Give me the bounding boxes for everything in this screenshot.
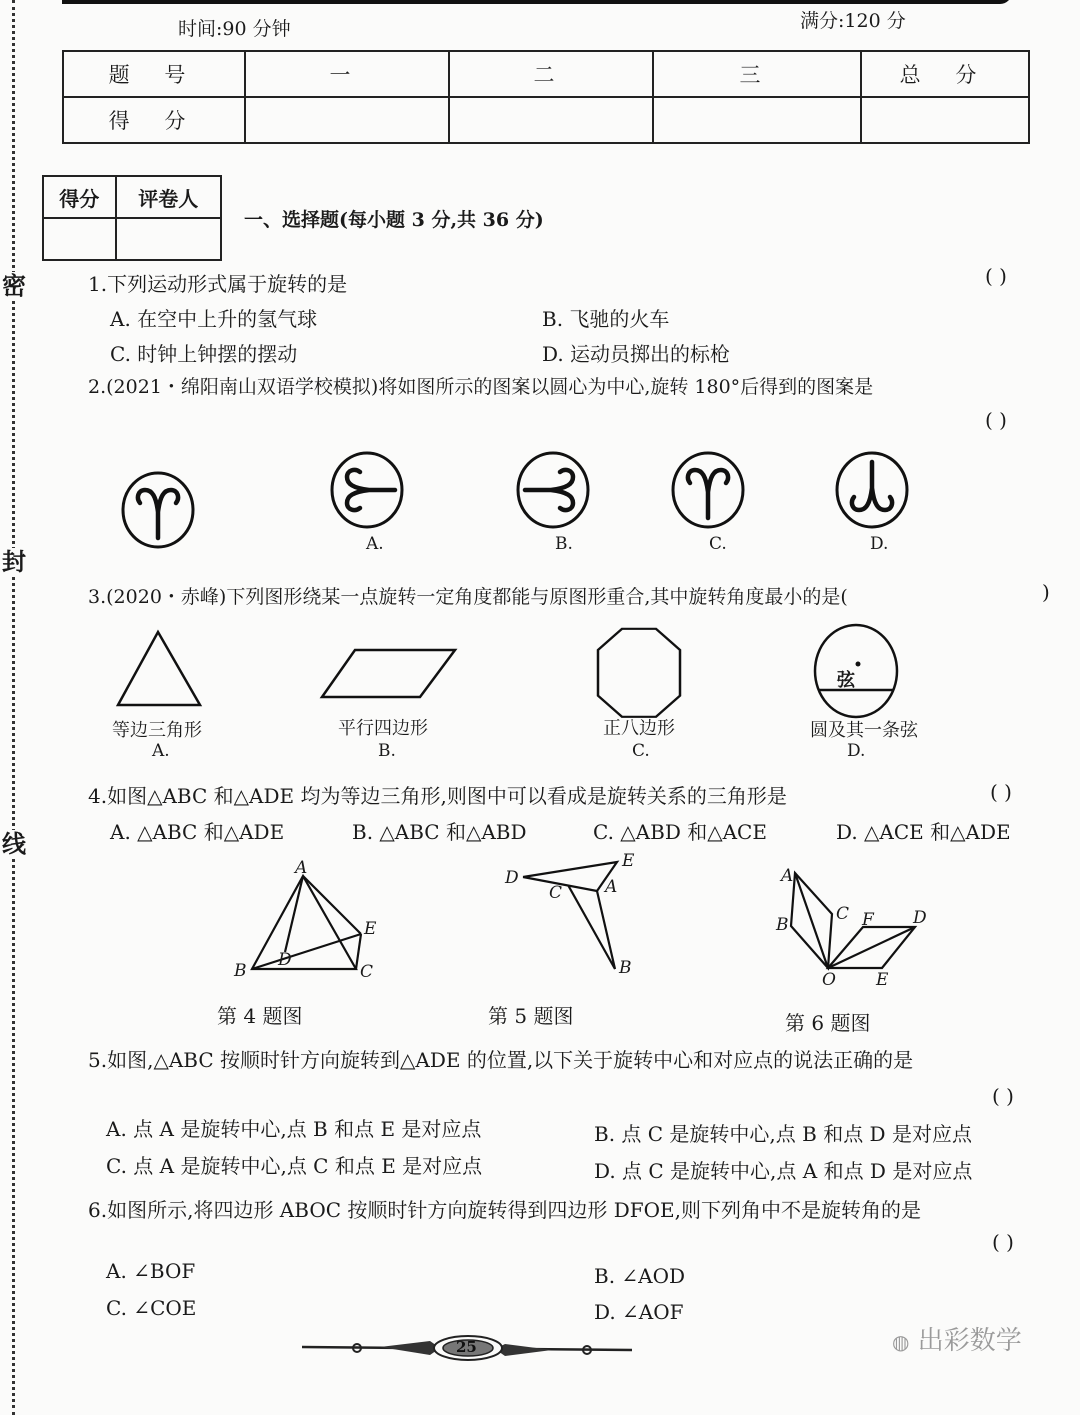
question-2 — [88, 372, 873, 399]
option-6a: A. ∠BOF — [106, 1259, 196, 1283]
question-number: 5. — [88, 1048, 108, 1072]
option-5b: B. 点 C 是旋转中心,点 B 和点 D 是对应点 — [594, 1122, 972, 1146]
fig6-point-b: B — [776, 915, 789, 935]
wechat-icon: ◍ — [892, 1330, 910, 1354]
q3-label-a: A. — [152, 741, 170, 761]
option-4c: C. △ABD 和△ACE — [593, 820, 767, 844]
q3-label-b: B. — [378, 741, 396, 761]
score-table-score-row — [63, 97, 1029, 143]
question-1 — [88, 268, 347, 297]
q3-figures — [100, 620, 920, 720]
question-3 — [88, 582, 848, 609]
question-text: 下列运动形式属于旋转的是 — [107, 272, 348, 296]
figure-5-diagram — [523, 862, 617, 969]
fig5-point-e: E — [622, 851, 635, 871]
fig5-point-c: C — [549, 883, 563, 903]
q2-label-d: D. — [870, 534, 889, 554]
answer-blank-1[interactable]: ( ) — [985, 264, 1007, 288]
option-6d: D. ∠AOF — [594, 1300, 684, 1324]
score-row-label: 得 分 — [63, 97, 245, 143]
aries-option-b-icon — [518, 453, 588, 527]
score-col-3: 三 — [653, 51, 861, 97]
score-cell-2[interactable] — [449, 97, 653, 143]
question-number: 3. — [88, 586, 107, 608]
option-1c: C. 时钟上钟摆的摆动 — [110, 342, 298, 366]
binding-dotted-line — [12, 0, 15, 1415]
grader-name-cell[interactable] — [116, 218, 221, 260]
q3-label-c: C. — [632, 741, 650, 761]
exam-time: 时间:90 分钟 — [178, 18, 291, 40]
section-title: 一、选择题(每小题 3 分,共 36 分) — [244, 209, 544, 231]
question-text: (2020・赤峰)下列图形绕某一点旋转一定角度都能与原图形重合,其中旋转角度最小的是( — [106, 586, 848, 608]
figure-6-diagram — [791, 873, 915, 968]
chord-label: 弦 — [837, 670, 855, 691]
answer-blank-2[interactable]: ( ) — [985, 408, 1007, 432]
option-4d: D. △ACE 和△ADE — [836, 820, 1011, 844]
option-1d: D. 运动员掷出的标枪 — [542, 342, 731, 366]
grader-score-label: 得分 — [43, 176, 116, 218]
option-5a: A. 点 A 是旋转中心,点 B 和点 E 是对应点 — [106, 1117, 482, 1141]
watermark — [892, 1320, 1022, 1357]
option-4a: A. △ABC 和△ADE — [110, 820, 285, 844]
option-6b: B. ∠AOD — [594, 1264, 686, 1288]
score-col-total: 总 分 — [861, 51, 1029, 97]
q3-caption-a: 等边三角形 — [112, 720, 202, 741]
answer-blank-6[interactable]: ( ) — [992, 1230, 1014, 1254]
question-number: 4. — [88, 784, 108, 808]
score-cell-3[interactable] — [653, 97, 861, 143]
full-score: 满分:120 分 — [800, 10, 906, 32]
score-col-label: 题 号 — [63, 51, 245, 97]
answer-blank-5[interactable]: ( ) — [992, 1084, 1014, 1108]
fig4-point-e: E — [364, 919, 377, 939]
option-1b: B. 飞驰的火车 — [542, 307, 670, 331]
answer-blank-3[interactable]: ) — [1042, 580, 1050, 604]
fig6-point-o: O — [822, 970, 836, 990]
question-text: 如图△ABC 和△ADE 均为等边三角形,则图中可以看成是旋转关系的三角形是 — [107, 784, 787, 808]
fig4-point-a: A — [295, 858, 308, 878]
aries-option-d-icon — [837, 453, 907, 527]
aries-original-icon — [123, 473, 193, 547]
fig6-point-f: F — [862, 910, 874, 930]
q2-label-b: B. — [555, 534, 573, 554]
fig4-point-d: D — [278, 950, 292, 970]
regular-octagon-shape — [598, 629, 680, 717]
q2-label-c: C. — [709, 534, 727, 554]
fig6-point-c: C — [836, 904, 850, 924]
fig4-point-c: C — [360, 962, 374, 982]
score-cell-total[interactable] — [861, 97, 1029, 143]
score-cell-1[interactable] — [245, 97, 449, 143]
option-6c: C. ∠COE — [106, 1296, 197, 1320]
option-4b: B. △ABC 和△ABD — [352, 820, 527, 844]
page-number: 25 — [456, 1338, 477, 1356]
question-number: 1. — [88, 272, 108, 296]
grader-name-label: 评卷人 — [116, 176, 221, 218]
option-5c: C. 点 A 是旋转中心,点 C 和点 E 是对应点 — [106, 1154, 483, 1178]
fig5-point-d: D — [505, 868, 519, 888]
score-col-1: 一 — [245, 51, 449, 97]
score-table — [62, 50, 1030, 144]
circle-with-chord-shape — [815, 625, 897, 717]
grader-box — [42, 175, 222, 261]
fig6-point-e: E — [876, 970, 889, 990]
fig5-caption: 第 5 题图 — [488, 1004, 574, 1028]
question-6 — [88, 1194, 921, 1223]
aries-option-c-icon — [673, 453, 743, 527]
aries-option-a-icon — [332, 453, 402, 527]
q3-caption-d: 圆及其一条弦 — [810, 720, 918, 741]
binding-char-xian: 线 — [2, 829, 26, 858]
fig4-point-b: B — [234, 961, 247, 981]
question-text: (2021・绵阳南山双语学校模拟)将如图所示的图案以圆心为中心,旋转 180°后得到的图案是 — [106, 376, 874, 398]
fig6-caption: 第 6 题图 — [785, 1011, 871, 1035]
watermark-text: 出彩数学 — [917, 1326, 1022, 1356]
fig4-caption: 第 4 题图 — [217, 1004, 303, 1028]
q3-caption-c: 正八边形 — [603, 718, 675, 739]
option-5d: D. 点 C 是旋转中心,点 A 和点 D 是对应点 — [594, 1159, 973, 1183]
fig6-point-d: D — [913, 908, 927, 928]
question-number: 6. — [88, 1198, 108, 1222]
fig5-point-a: A — [605, 877, 618, 897]
grader-score-cell[interactable] — [43, 218, 116, 260]
question-number: 2. — [88, 376, 107, 398]
binding-char-feng: 封 — [2, 547, 26, 576]
figure-4-diagram — [252, 876, 361, 969]
question-text: 如图所示,将四边形 ABOC 按顺时针方向旋转得到四边形 DFOE,则下列角中不是旋转角的是 — [107, 1198, 921, 1222]
parallelogram-shape — [322, 650, 455, 697]
fig5-point-b: B — [619, 958, 632, 978]
equilateral-triangle-shape — [118, 632, 200, 705]
score-col-2: 二 — [449, 51, 653, 97]
answer-blank-4[interactable]: ( ) — [990, 780, 1012, 804]
q2-figures — [110, 450, 930, 560]
q3-caption-b: 平行四边形 — [338, 718, 428, 739]
option-1a: A. 在空中上升的氢气球 — [110, 307, 318, 331]
binding-char-mi: 密 — [2, 271, 26, 300]
top-border-bar — [62, 0, 1012, 4]
q2-label-a: A. — [366, 534, 384, 554]
question-5 — [88, 1044, 913, 1073]
score-table-header-row — [63, 51, 1029, 97]
q3-label-d: D. — [847, 741, 866, 761]
question-4 — [88, 780, 787, 809]
fig6-point-a: A — [781, 866, 794, 886]
question-text: 如图,△ABC 按顺时针方向旋转到△ADE 的位置,以下关于旋转中心和对应点的说法正确的是 — [107, 1048, 914, 1072]
